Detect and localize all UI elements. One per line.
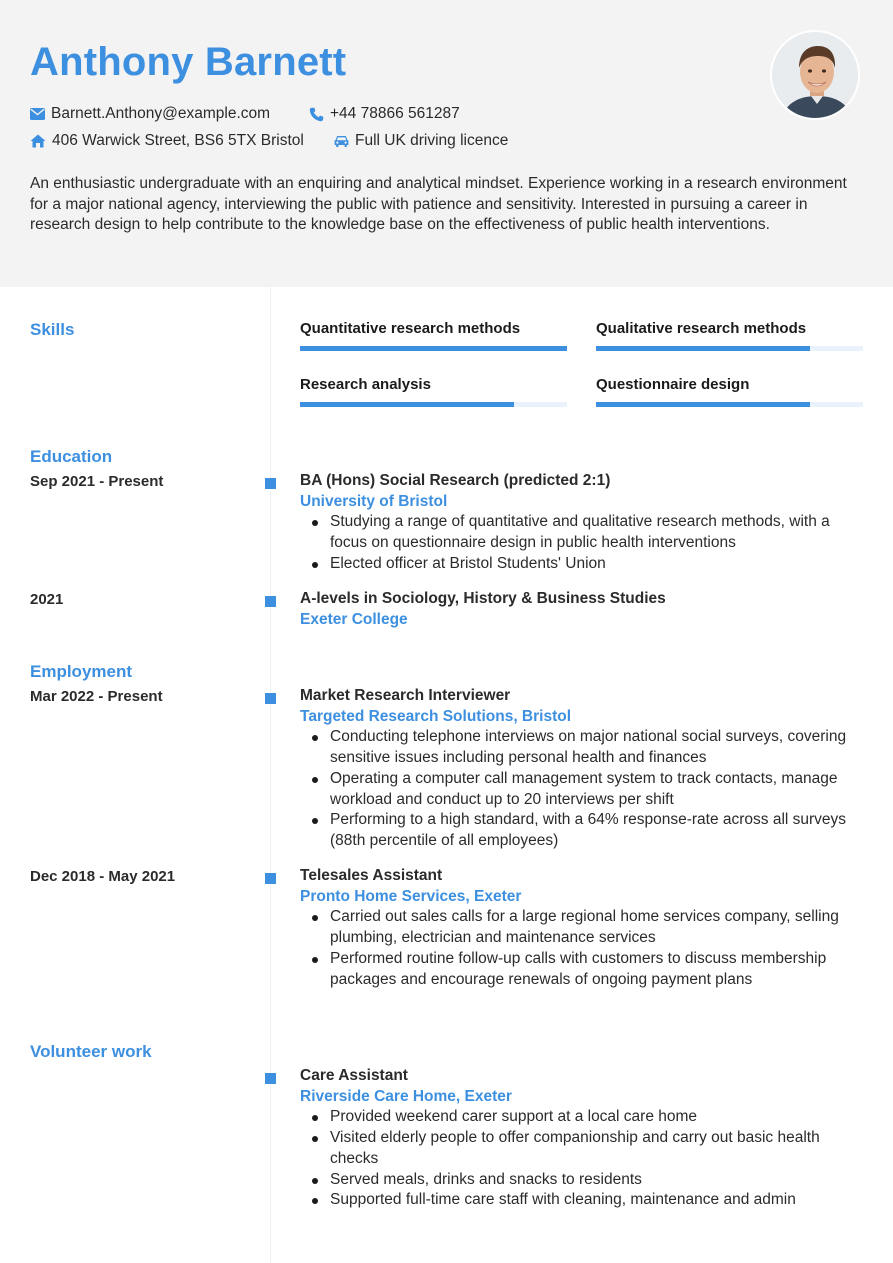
- entry-title: Care Assistant: [300, 1067, 408, 1084]
- skill-level-track: [596, 346, 863, 351]
- home-icon: [30, 134, 46, 148]
- address-contact: [30, 132, 304, 150]
- list-item: Served meals, drinks and snacks to residents: [300, 1170, 860, 1191]
- licence-contact: [334, 132, 508, 150]
- skill-item: [300, 376, 567, 407]
- list-item: Carried out sales calls for a large regional home services company, selling plumbing, electrician and maintenance services: [300, 907, 860, 948]
- list-item: Studying a range of quantitative and qualitative research methods, with a focus on questionnaire design in public health interventions: [300, 512, 860, 553]
- employment-heading: Employment: [30, 662, 133, 681]
- address-text: 406 Warwick Street, BS6 5TX Bristol: [52, 132, 304, 149]
- skill-item: [596, 376, 863, 407]
- timeline-marker: [265, 873, 276, 884]
- skill-level-fill: [300, 346, 567, 351]
- employment-entry: [300, 866, 860, 990]
- entry-date: Dec 2018 - May 2021: [30, 868, 176, 885]
- entry-organization: Exeter College: [300, 610, 408, 628]
- list-item: Provided weekend carer support at a local care home: [300, 1107, 860, 1128]
- entry-bullets: [300, 1107, 860, 1211]
- skill-item: [596, 320, 863, 351]
- skill-label: Research analysis: [300, 376, 431, 393]
- profile-summary: An enthusiastic undergraduate with an enquiring and analytical mindset. Experience working in a research environment for a major national agency, interviewing the public with patience and sensitivity. Interested in pursuing a career in research design to help contribute to the knowledge base on the effectiveness of public health interventions.: [30, 175, 847, 234]
- entry-title: A-levels in Sociology, History & Business Studies: [300, 590, 666, 607]
- candidate-name: Anthony Barnett: [30, 40, 347, 84]
- timeline-marker: [265, 1073, 276, 1084]
- skill-level-fill: [596, 402, 810, 407]
- list-item: Conducting telephone interviews on major national social surveys, covering sensitive issues including personal health and finances: [300, 727, 860, 768]
- entry-organization: University of Bristol: [300, 492, 448, 510]
- entry-date: 2021: [30, 591, 64, 608]
- entry-title: Telesales Assistant: [300, 867, 443, 884]
- list-item: Elected officer at Bristol Students' Union: [300, 554, 860, 575]
- entry-bullets: [300, 512, 860, 574]
- education-entry: [300, 589, 860, 630]
- skill-level-fill: [300, 402, 514, 407]
- skill-level-track: [300, 402, 567, 407]
- car-icon: [334, 135, 349, 148]
- education-entry: [300, 471, 860, 575]
- licence-text: Full UK driving licence: [355, 132, 509, 149]
- resume-header: [0, 0, 893, 287]
- volunteer-heading: Volunteer work: [30, 1042, 152, 1061]
- phone-text: +44 78866 561287: [330, 105, 460, 122]
- employment-entry: [300, 686, 860, 852]
- entry-title: BA (Hons) Social Research (predicted 2:1): [300, 472, 611, 489]
- list-item: Performed routine follow-up calls with customers to discuss membership packages and encourage renewals of ongoing payment plans: [300, 949, 860, 990]
- email-contact: [30, 105, 270, 123]
- entry-date: Sep 2021 - Present: [30, 473, 164, 490]
- timeline-marker: [265, 693, 276, 704]
- entry-title: Market Research Interviewer: [300, 687, 511, 704]
- skill-label: Questionnaire design: [596, 376, 750, 393]
- entry-date: Mar 2022 - Present: [30, 688, 163, 705]
- timeline-marker: [265, 478, 276, 489]
- list-item: Supported full-time care staff with cleaning, maintenance and admin: [300, 1190, 860, 1211]
- timeline-marker: [265, 596, 276, 607]
- list-item: Operating a computer call management system to track contacts, manage workload and conduct up to 20 interviews per shift: [300, 769, 860, 810]
- email-text: Barnett.Anthony@example.com: [51, 105, 271, 122]
- skill-level-fill: [596, 346, 810, 351]
- envelope-icon: [30, 108, 45, 120]
- skill-level-track: [300, 346, 567, 351]
- timeline-divider: [270, 287, 271, 1263]
- list-item: Performing to a high standard, with a 64% response-rate across all surveys (88th percentile of all employees): [300, 810, 860, 851]
- entry-bullets: [300, 907, 860, 990]
- phone-contact: [309, 105, 460, 123]
- education-heading: Education: [30, 447, 113, 466]
- profile-photo: [770, 30, 860, 120]
- phone-icon: [309, 107, 324, 122]
- skill-label: Quantitative research methods: [300, 320, 521, 337]
- entry-organization: Pronto Home Services, Exeter: [300, 887, 522, 905]
- volunteer-entry: [300, 1066, 860, 1211]
- skill-label: Qualitative research methods: [596, 320, 807, 337]
- skills-heading: Skills: [30, 320, 75, 339]
- entry-bullets: [300, 727, 860, 851]
- entry-organization: Targeted Research Solutions, Bristol: [300, 707, 572, 725]
- skill-level-track: [596, 402, 863, 407]
- skill-item: [300, 320, 567, 351]
- list-item: Visited elderly people to offer companionship and carry out basic health checks: [300, 1128, 860, 1169]
- entry-organization: Riverside Care Home, Exeter: [300, 1087, 512, 1105]
